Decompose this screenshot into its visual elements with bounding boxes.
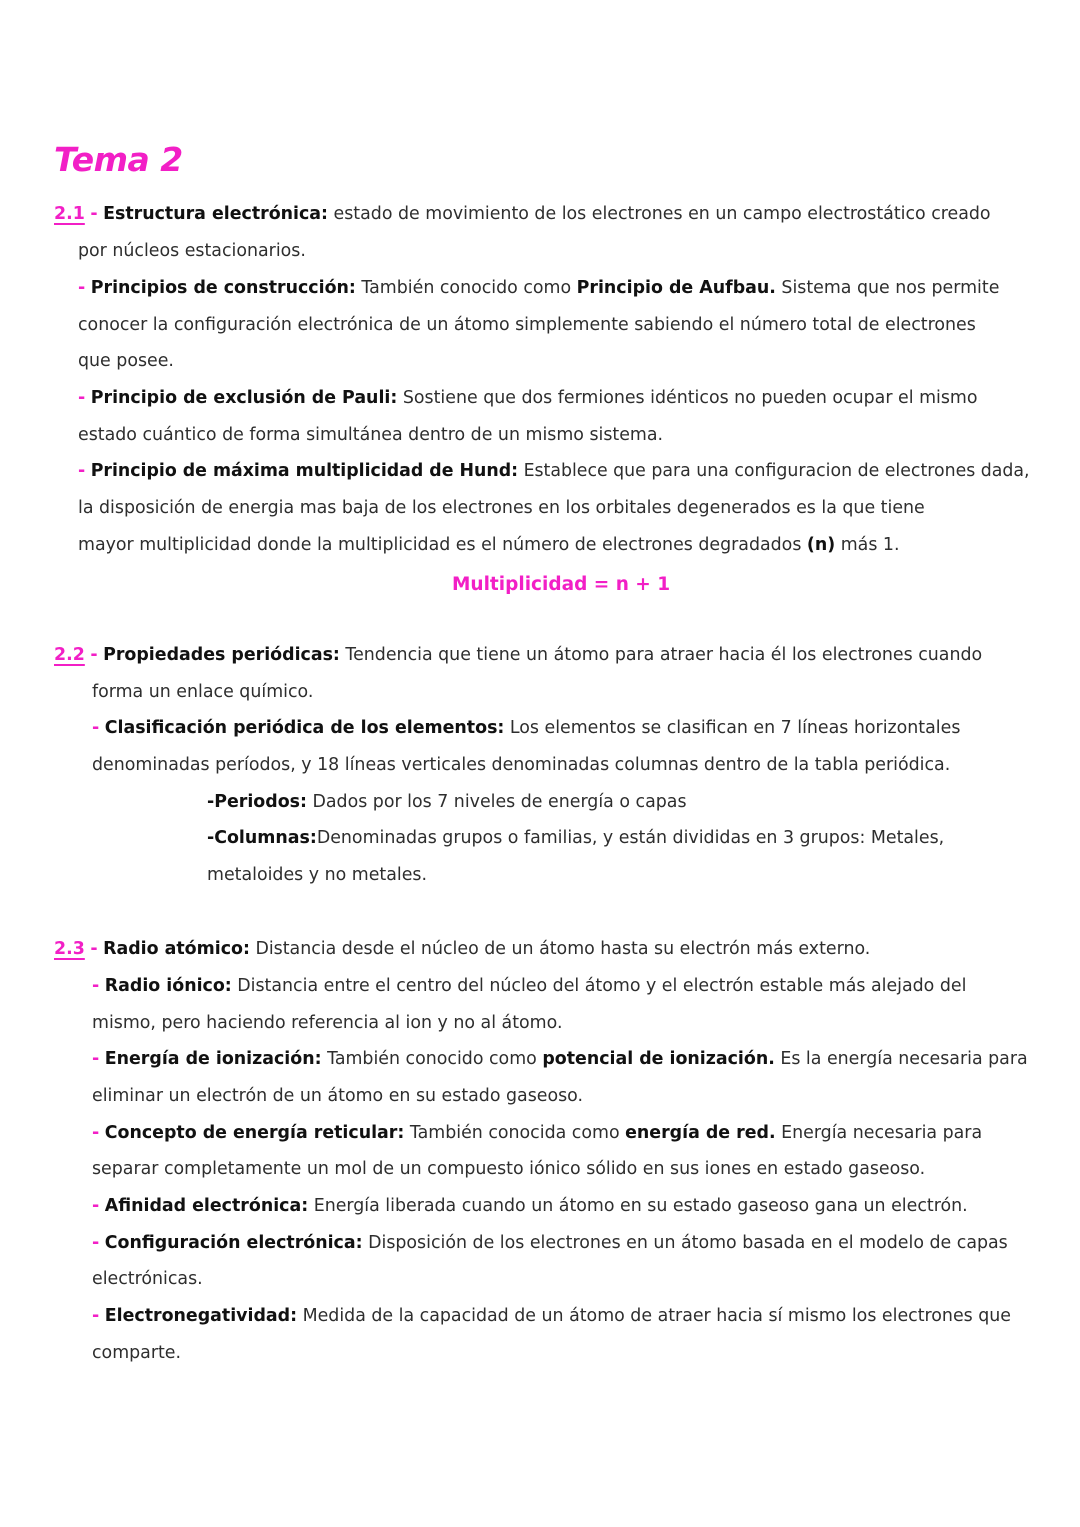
definition-continuation: por núcleos estacionarios. [78,241,306,261]
term-radio-ionico: Radio iónico: [104,976,232,996]
definition-continuation: forma un enlace químico. [92,682,314,702]
term-energia-red: energía de red. [625,1123,776,1143]
definition-text: mayor multiplicidad donde la multiplicidad es el número de electrones degradados [78,535,807,555]
definition-continuation: eliminar un electrón de un átomo en su estado gaseoso. [92,1086,584,1106]
definition-text: Es la energía necesaria para [774,1049,1028,1069]
term-energia-ionizacion: Energía de ionización: [104,1049,322,1069]
bullet-dash: - [92,1196,100,1216]
bullet-dash: - [90,645,98,665]
definition-text: Distancia entre el centro del núcleo del átomo y el electrón estable más alejado del [231,976,967,996]
definition-text: Denominadas grupos o familias, y están divididas en 3 grupos: Metales, [316,828,945,848]
bullet-dash: - [92,718,100,738]
bullet-dash: - [90,204,98,224]
bullet-dash: - [78,278,86,298]
term-clasificacion-periodica: Clasificación periódica de los elementos: [104,718,505,738]
definition-text: más 1. [835,535,900,555]
term-principio-aufbau: Principio de Aufbau. [576,278,776,298]
subitem-periodos [207,784,687,821]
definition-continuation: estado cuántico de forma simultánea dentro de un mismo sistema. [78,425,664,445]
definition-text: Disposición de los electrones en un átomo basada en el modelo de capas [362,1233,1008,1253]
bullet-dash: - [92,1306,100,1326]
bullet-dash: - [92,1049,100,1069]
definition-text: Los elementos se clasifican en 7 líneas horizontales [504,718,961,738]
definition-text: Energía necesaria para [775,1123,983,1143]
term-radio-atomico: Radio atómico: [103,939,250,959]
item-configuracion-electronica [92,1225,1008,1262]
section-2-1-heading [54,196,991,233]
term-electronegatividad: Electronegatividad: [104,1306,298,1326]
term-principios-construccion: Principios de construcción: [90,278,356,298]
term-propiedades-periodicas: Propiedades periódicas: [103,645,340,665]
item-energia-ionizacion [92,1041,1028,1078]
term-periodos: -Periodos: [207,792,307,812]
definition-continuation: separar completamente un mol de un compuesto iónico sólido en sus iones en estado gaseoso. [92,1159,926,1179]
item-radio-ionico [92,968,966,1005]
definition-continuation: comparte. [92,1343,182,1363]
definition-text: Sostiene que dos fermiones idénticos no pueden ocupar el mismo [397,388,978,408]
term-principio-pauli: Principio de exclusión de Pauli: [90,388,398,408]
page-title: Tema 2 [54,140,183,179]
section-number: 2.3 [54,939,85,959]
definition-text: También conocido como [355,278,577,298]
bullet-dash: - [78,388,86,408]
section-number: 2.2 [54,645,85,665]
term-principio-hund: Principio de máxima multiplicidad de Hund: [90,461,519,481]
bullet-dash: - [90,939,98,959]
item-electronegatividad [92,1298,1011,1335]
bullet-dash: - [92,1123,100,1143]
definition-continuation: que posee. [78,351,174,371]
term-potencial-ionizacion: potencial de ionización. [542,1049,775,1069]
definition-text: Establece que para una configuracion de electrones dada, [518,461,1030,481]
definition-text: Distancia desde el núcleo de un átomo hasta su electrón más externo. [249,939,871,959]
section-2-2-heading [54,637,982,674]
section-2-3-heading [54,931,870,968]
definition-continuation: denominadas períodos, y 18 líneas verticales denominadas columnas dentro de la tabla periódica. [92,755,951,775]
term-columnas: -Columnas: [207,828,317,848]
definition-text: Tendencia que tiene un átomo para atraer hacia él los electrones cuando [339,645,983,665]
definition-text: Sistema que nos permite [775,278,1000,298]
item-clasificacion-periodica [92,710,960,747]
item-principio-pauli [78,380,977,417]
bullet-dash: - [92,1233,100,1253]
term-n: (n) [806,535,836,555]
item-principio-hund [78,453,1030,490]
definition-continuation: la disposición de energia mas baja de los electrones en los orbitales degenerados es la que tiene [78,498,925,518]
definition-text: Medida de la capacidad de un átomo de atraer hacia sí mismo los electrones que [297,1306,1011,1326]
definition-text: estado de movimiento de los electrones en un campo electrostático creado [328,204,991,224]
term-afinidad-electronica: Afinidad electrónica: [104,1196,309,1216]
term-energia-reticular: Concepto de energía reticular: [104,1123,405,1143]
term-configuracion-electronica: Configuración electrónica: [104,1233,363,1253]
definition-continuation: conocer la configuración electrónica de un átomo simplemente sabiendo el número total de electrones [78,315,976,335]
bullet-dash: - [78,461,86,481]
definition-text: Energía liberada cuando un átomo en su estado gaseoso gana un electrón. [308,1196,968,1216]
definition-text: También conocido como [321,1049,543,1069]
definition-continuation: mismo, pero haciendo referencia al ion y no al átomo. [92,1013,563,1033]
item-principios-construccion [78,270,999,307]
definition-continuation [78,527,900,564]
bullet-dash: - [92,976,100,996]
section-number: 2.1 [54,204,85,224]
subitem-columnas [207,820,944,857]
item-energia-reticular [92,1115,982,1152]
item-afinidad-electronica [92,1188,968,1225]
definition-text: También conocida como [404,1123,626,1143]
definition-text: Dados por los 7 niveles de energía o capas [306,792,687,812]
formula-multiplicidad: Multiplicidad = n + 1 [452,574,671,595]
term-estructura-electronica: Estructura electrónica: [103,204,329,224]
definition-continuation: electrónicas. [92,1269,203,1289]
definition-continuation: metaloides y no metales. [207,865,427,885]
